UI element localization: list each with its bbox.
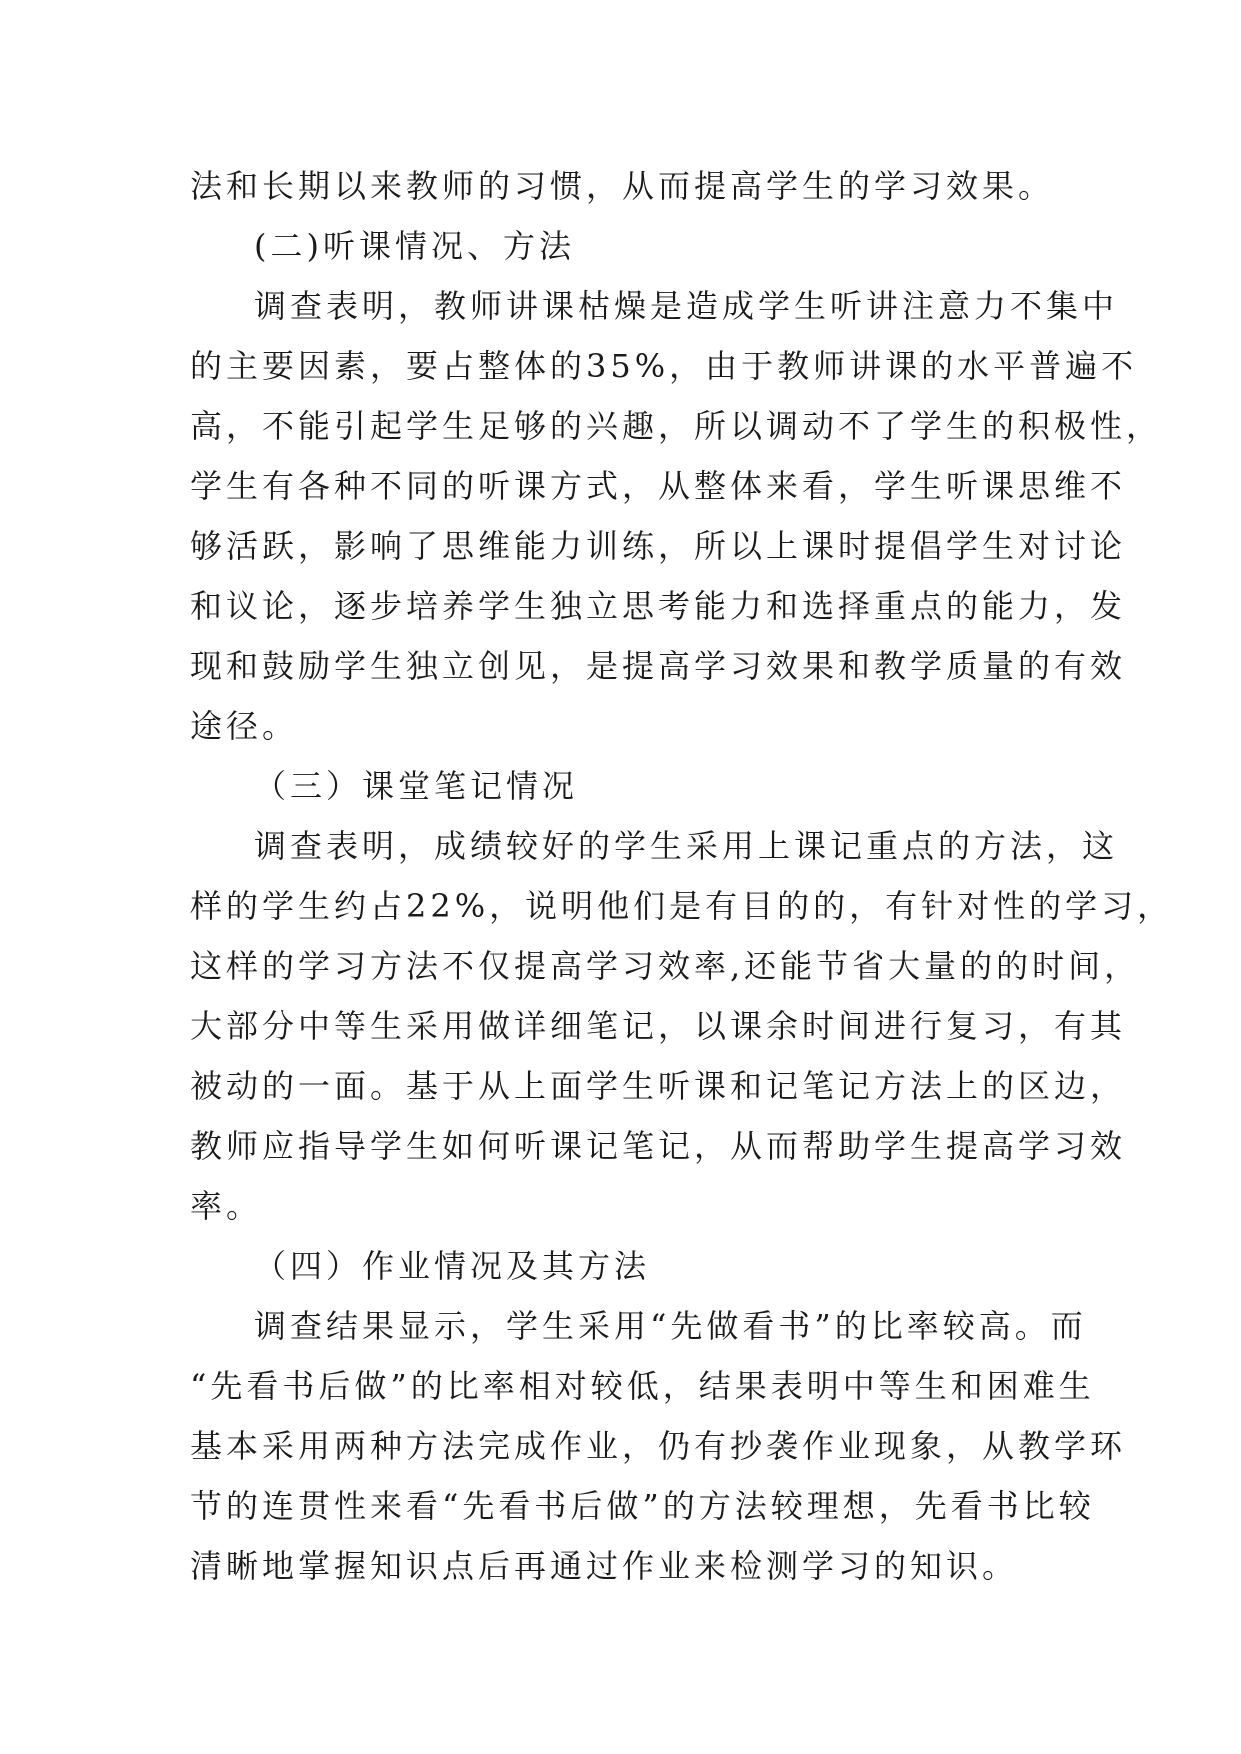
text-line: 高，不能引起学生足够的兴趣，所以调动不了学生的积极性， <box>190 407 1163 445</box>
text-line: 和议论，逐步培养学生独立思考能力和选择重点的能力，发 <box>190 587 1127 625</box>
document-body <box>190 156 1174 1596</box>
text-line: 调查结果显示，学生采用“先做看书”的比率较高。而 <box>254 1307 1087 1345</box>
text-line: 清晰地掌握知识点后再通过作业来检测学习的知识。 <box>190 1547 1019 1585</box>
text-line: 节的连贯性来看“先看书后做”的方法较理想，先看书比较 <box>190 1487 1095 1525</box>
text-line: 调查表明，成绩较好的学生采用上课记重点的方法，这 <box>254 827 1119 865</box>
section-heading: (二)听课情况、方法 <box>254 227 575 265</box>
text-line: 教师应指导学生如何听课记笔记，从而帮助学生提高学习效 <box>190 1127 1127 1165</box>
text-line: 调查表明，教师讲课枯燥是造成学生听讲注意力不集中 <box>254 287 1119 325</box>
text-line: 样的学生约占22%，说明他们是有目的的，有针对性的学习， <box>190 887 1174 925</box>
text-line: 被动的一面。基于从上面学生听课和记笔记方法上的区边， <box>190 1067 1127 1105</box>
section-heading: （三）课堂笔记情况 <box>254 767 579 805</box>
text-line: 学生有各种不同的听课方式，从整体来看，学生听课思维不 <box>190 467 1127 505</box>
text-line: 法和长期以来教师的习惯，从而提高学生的学习效果。 <box>190 167 1055 205</box>
section-heading: （四）作业情况及其方法 <box>254 1247 651 1285</box>
text-line: 的主要因素，要占整体的35%，由于教师讲课的水平普遍不 <box>190 347 1138 385</box>
text-line: “先看书后做”的比率相对较低，结果表明中等生和困难生 <box>190 1367 1095 1405</box>
text-line: 基本采用两种方法完成作业，仍有抄袭作业现象，从教学环 <box>190 1427 1127 1465</box>
text-line: 够活跃，影响了思维能力训练，所以上课时提倡学生对讨论 <box>190 527 1127 565</box>
text-line: 率。 <box>190 1187 263 1225</box>
text-line: 这样的学习方法不仅提高学习效率,还能节省大量的的时间， <box>190 947 1141 985</box>
text-line: 大部分中等生采用做详细笔记，以课余时间进行复习，有其 <box>190 1007 1127 1045</box>
text-line: 途径。 <box>190 707 299 745</box>
text-line: 现和鼓励学生独立创见，是提高学习效果和教学质量的有效 <box>190 647 1127 685</box>
